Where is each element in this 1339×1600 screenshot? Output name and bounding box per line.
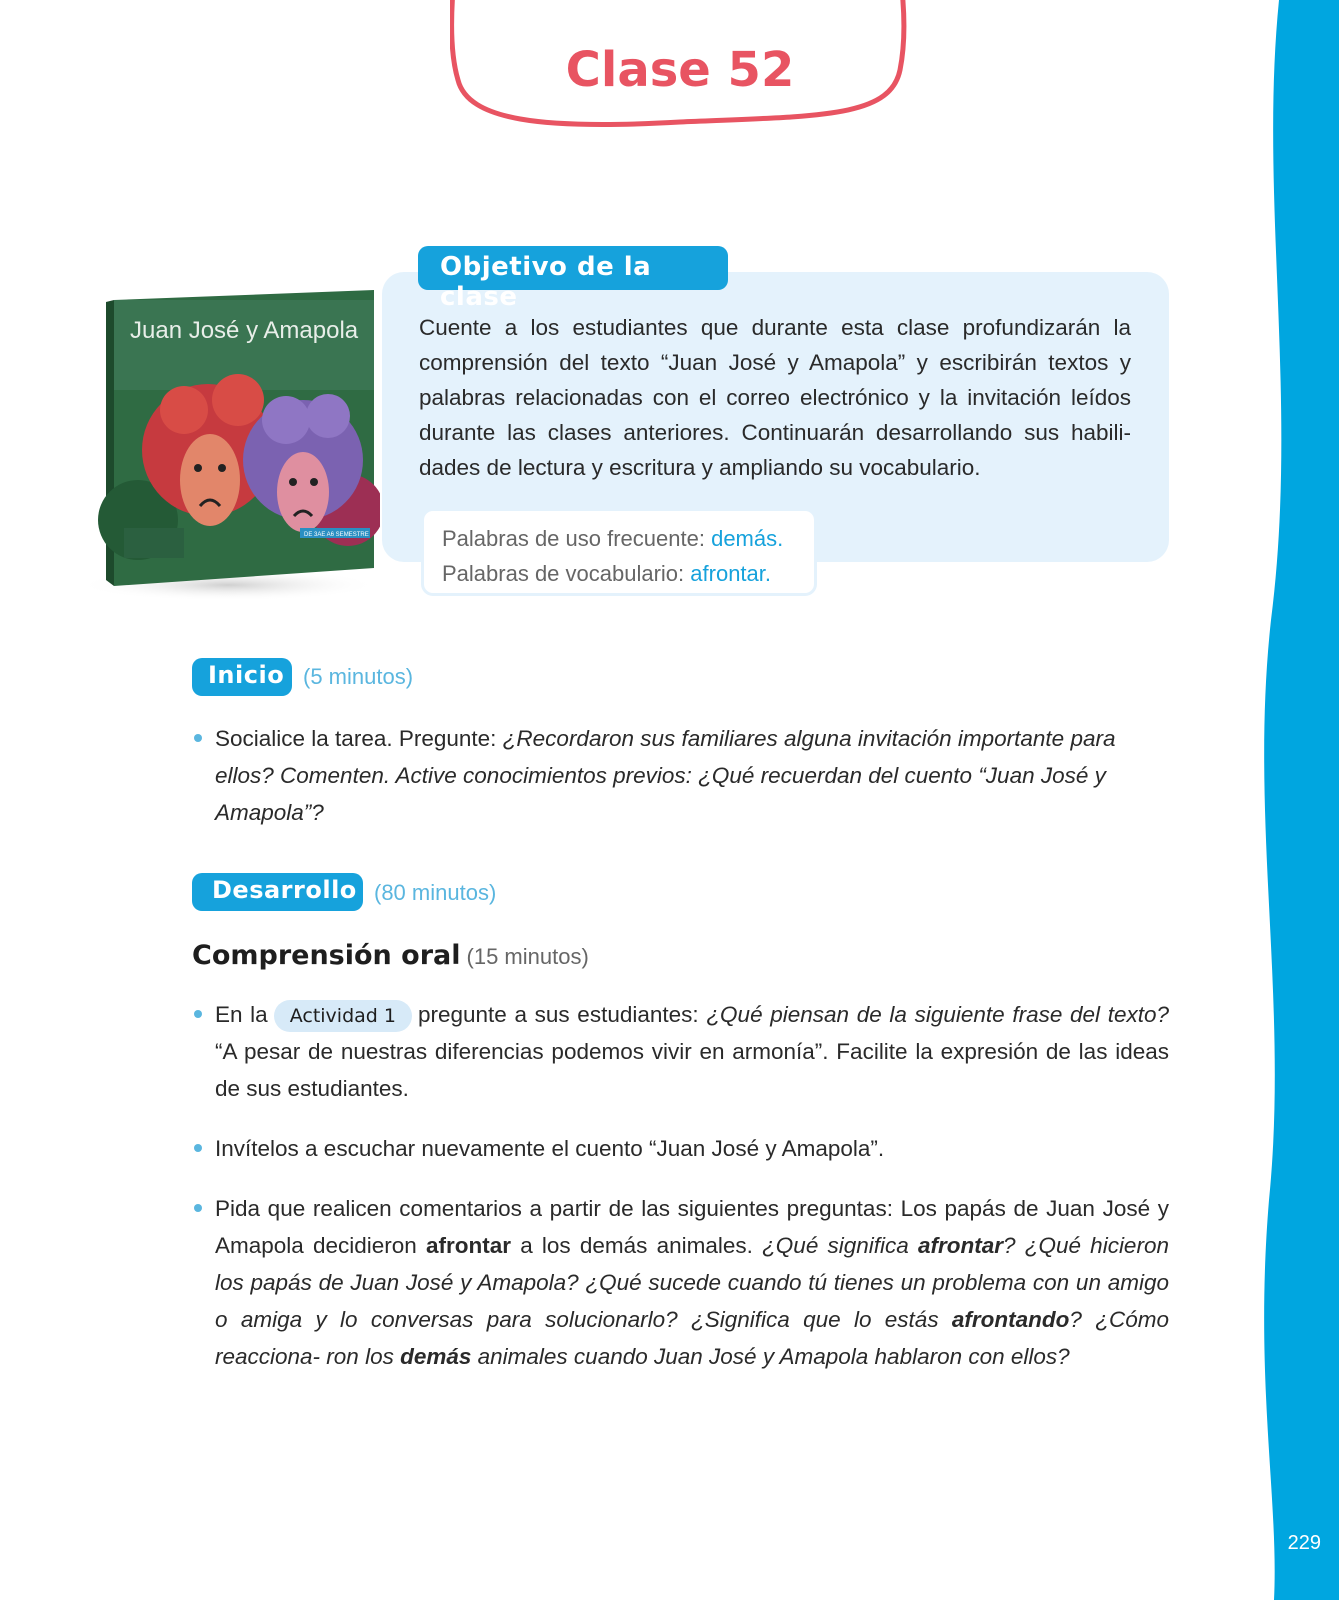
- bullet3-italic-4: animales cuando Juan José y Amapola hablaron con ellos?: [471, 1344, 1070, 1369]
- section-minutes: (15 minutos): [466, 944, 589, 969]
- activity-1-badge[interactable]: Actividad 1: [274, 1000, 412, 1032]
- frequent-words-label: Palabras de uso frecuente:: [442, 526, 705, 551]
- bullet1-tail: “A pesar de nuestras diferencias podemos vivir en armonía”. Facilite la expresión de las ideas de sus estudiantes.: [215, 1039, 1169, 1101]
- objective-label: Objetivo de la clase: [418, 246, 728, 290]
- desarrollo-bullet-2: Invítelos a escuchar nuevamente el cuento “Juan José y Amapola”.: [215, 1130, 1169, 1167]
- bullet3-bold-afrontar: afrontar: [426, 1233, 512, 1258]
- vocabulary-value: afrontar.: [690, 561, 771, 586]
- book-publisher-text: DE 3AE A6 SEMESTRE: [304, 532, 369, 538]
- bullet3-bold-italic-afrontando: afrontando: [951, 1307, 1070, 1332]
- vocabulary-label: Palabras de vocabulario:: [442, 561, 685, 586]
- section-title: [192, 940, 589, 971]
- inicio-minutes: (5 minutos): [303, 664, 414, 689]
- page-number: 229: [1287, 1532, 1321, 1554]
- bullet3-bold-italic-afrontar: afrontar: [918, 1233, 1004, 1258]
- book-title-text: Juan José y Amapola: [130, 317, 359, 344]
- frequent-words-line: [442, 521, 814, 556]
- bullet1-lead: En la: [215, 1002, 268, 1027]
- bullet3-text-1: Pida que realicen comentarios a partir de las siguientes preguntas: Los papás de Juan José y Amapola decidieron: [215, 1196, 1169, 1258]
- inicio-label: Inicio: [192, 658, 292, 696]
- objective-text: Cuente a los estudiantes que durante esta clase profundizarán la comprensión del texto “Juan José y Amapola” y escribirán textos y palabras relacionadas con el correo electrónico y la invitación leídos durante las clases anteriores. Continuarán desarrollando sus habili- dades de lectura y escritura y ampliando su vocabulario.: [419, 315, 1131, 480]
- desarrollo-label: Desarrollo: [192, 873, 363, 911]
- frequent-words-value: demás.: [711, 526, 784, 551]
- bullet3-italic-1: ¿Qué significa: [762, 1233, 918, 1258]
- bullet1-question: ¿Qué piensan de la siguiente frase del texto?: [706, 1002, 1169, 1027]
- page-title: Clase 52: [565, 42, 795, 98]
- vocabulary-words-line: [442, 556, 814, 591]
- bullet1-mid: pregunte a sus estudiantes:: [417, 1002, 707, 1027]
- desarrollo-bullet-1: [215, 996, 1169, 1107]
- bullet3-bold-italic-demas: demás: [400, 1344, 472, 1369]
- words-box: [421, 508, 817, 596]
- side-band: [1249, 0, 1339, 1600]
- inicio-bullet-lead: Socialice la tarea. Pregunte:: [215, 726, 503, 751]
- section-title-text: Comprensión oral: [192, 940, 461, 971]
- bullet3-italic-2: ? ¿Qué hicieron los papás de Juan José y Amapola? ¿Qué sucede cuando tú tienes un problema con un amigo o amiga y lo conversas para solucionarlo? ¿Significa que lo estás: [215, 1233, 1169, 1332]
- desarrollo-minutes: (80 minutos): [374, 880, 497, 905]
- bullet3-text-2: a los demás animales.: [511, 1233, 763, 1258]
- inicio-bullet-question: ¿Recordaron sus familiares alguna invitación importante para ellos? Comenten. Active conocimientos previos: ¿Qué recuerdan del cuento “Juan José y Amapola”?: [215, 726, 1116, 825]
- desarrollo-bullet-3: [215, 1190, 1169, 1375]
- bullet3-italic-3: ? ¿Cómo reacciona- ron los: [215, 1307, 1169, 1369]
- inicio-bullet: [215, 720, 1169, 831]
- book-cover-image: [78, 280, 380, 602]
